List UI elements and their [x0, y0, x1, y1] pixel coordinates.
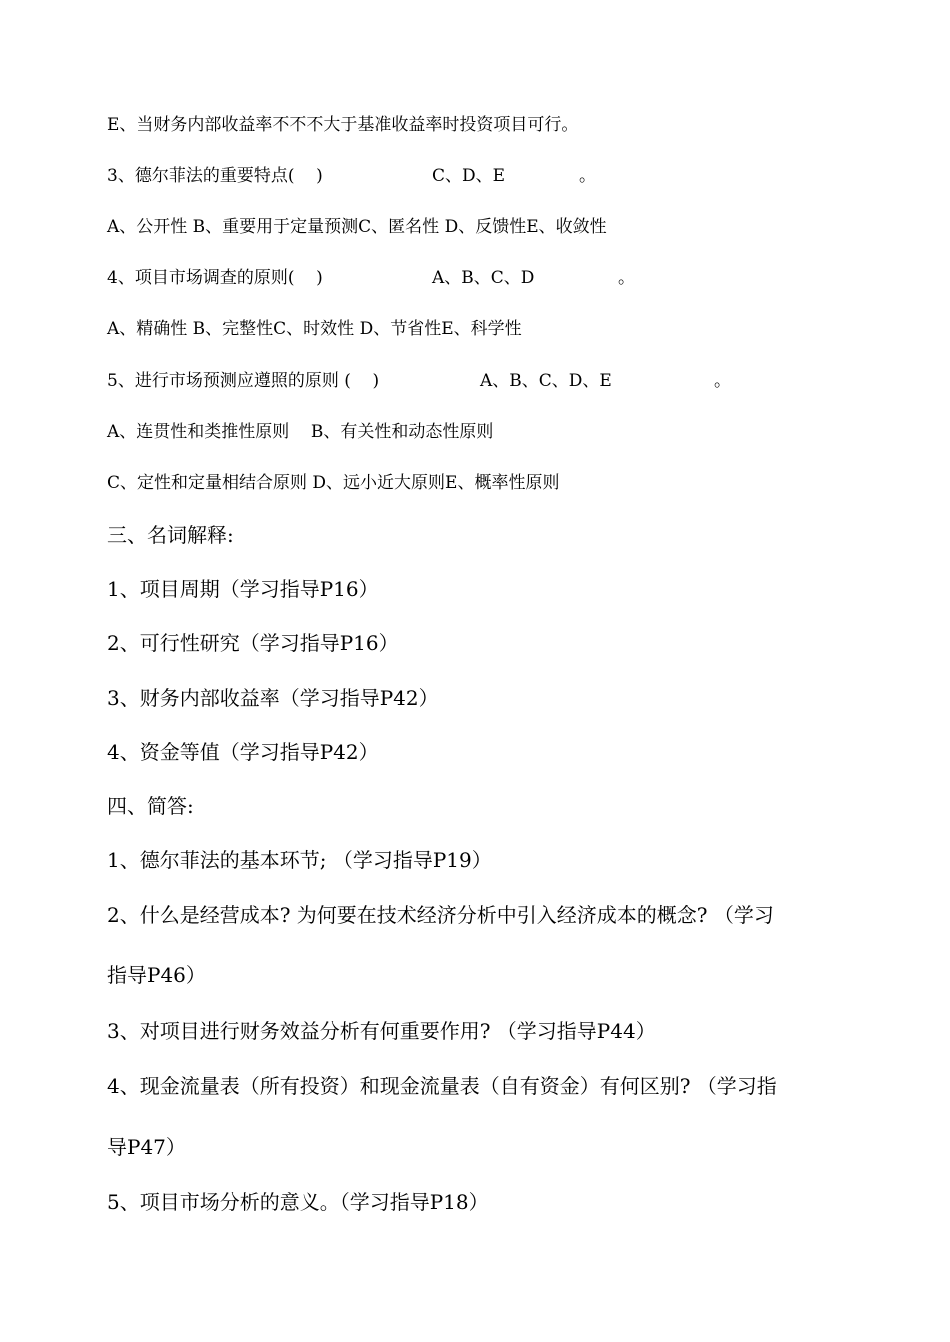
question-5-options-1: A、连贯性和类推性原则 B、有关性和动态性原则: [107, 422, 494, 442]
short-answer-2: 2、什么是经营成本? 为何要在技术经济分析中引入经济成本的概念? （学习: [107, 903, 774, 927]
option-line-e: E、当财务内部收益率不不不大于基准收益率时投资项目可行。: [107, 115, 579, 135]
term-3: 3、财务内部收益率（学习指导P42）: [107, 686, 439, 710]
answer-4-period: 。: [618, 268, 635, 288]
question-4-options: A、精确性 B、完整性C、时效性 D、节省性E、科学性: [107, 319, 522, 339]
term-1: 1、项目周期（学习指导P16）: [107, 577, 379, 601]
answer-5-period: 。: [714, 371, 731, 391]
answer-5: A、B、C、D、E: [480, 371, 612, 391]
section-heading-terms: 三、名词解释:: [107, 523, 234, 547]
short-answer-4: 4、现金流量表（所有投资）和现金流量表（自有资金）有何区别? （学习指: [107, 1074, 777, 1098]
term-4: 4、资金等值（学习指导P42）: [107, 740, 379, 764]
term-2: 2、可行性研究（学习指导P16）: [107, 631, 399, 655]
short-answer-4-cont: 导P47）: [107, 1135, 186, 1159]
question-3: 3、德尔菲法的重要特点( ): [107, 166, 323, 186]
short-answer-5: 5、项目市场分析的意义。（学习指导P18）: [107, 1190, 489, 1214]
question-5: 5、进行市场预测应遵照的原则 ( ): [107, 371, 380, 391]
short-answer-2-cont: 指导P46）: [107, 963, 206, 987]
short-answer-3: 3、对项目进行财务效益分析有何重要作用? （学习指导P44）: [107, 1019, 656, 1043]
question-5-options-2: C、定性和定量相结合原则 D、远小近大原则E、概率性原则: [107, 473, 560, 493]
question-4: 4、项目市场调查的原则( ): [107, 268, 323, 288]
answer-3-period: 。: [579, 166, 596, 186]
short-answer-1: 1、德尔菲法的基本环节; （学习指导P19）: [107, 848, 492, 872]
answer-4: A、B、C、D: [432, 268, 535, 288]
section-heading-short-answer: 四、简答:: [107, 794, 194, 818]
answer-3: C、D、E: [432, 166, 506, 186]
question-3-options: A、公开性 B、重要用于定量预测C、匿名性 D、反馈性E、收敛性: [107, 217, 607, 237]
